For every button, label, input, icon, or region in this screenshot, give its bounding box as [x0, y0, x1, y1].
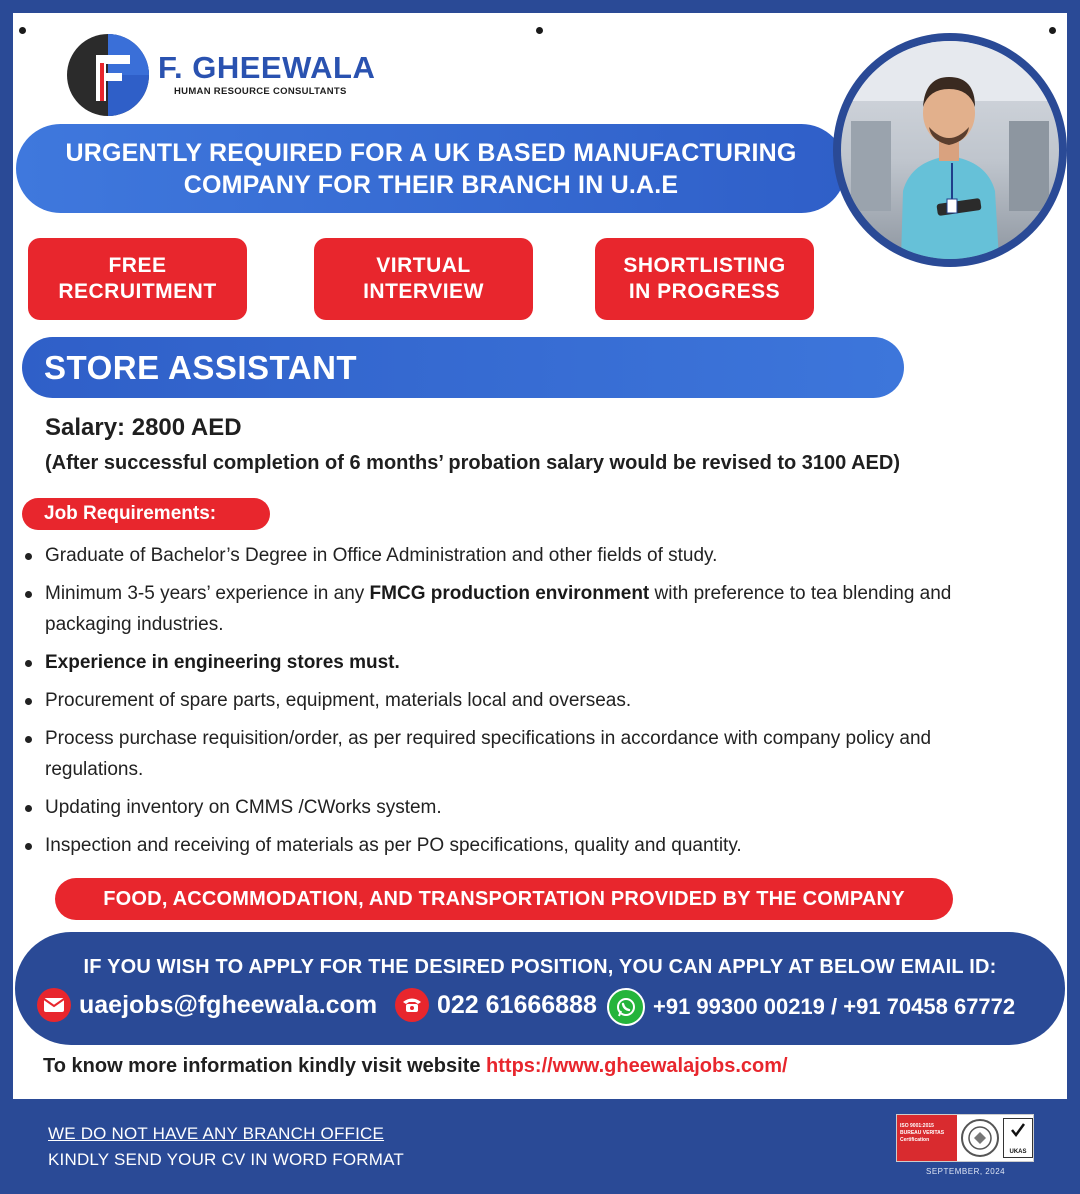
- list-item: Procurement of spare parts, equipment, materials local and overseas.: [22, 685, 1032, 716]
- whatsapp-icon: [607, 988, 645, 1026]
- list-item: Minimum 3-5 years’ experience in any FMCG production environment with preference to tea blending and packaging industries.: [22, 578, 1032, 640]
- bureau-veritas-seal-icon: [960, 1118, 1000, 1158]
- cert-text: ISO 9001:2015 BUREAU VERITAS Certification: [897, 1115, 957, 1161]
- crown-check-icon: [1010, 1121, 1026, 1139]
- ukas-mark: [1003, 1118, 1033, 1158]
- apply-title: IF YOU WISH TO APPLY FOR THE DESIRED POSITION, YOU CAN APPLY AT BELOW EMAIL ID:: [83, 956, 997, 978]
- phone-contact[interactable]: [395, 988, 597, 1022]
- badge-line: RECRUITMENT: [58, 280, 217, 303]
- benefits-banner: FOOD, ACCOMMODATION, AND TRANSPORTATION PROVIDED BY THE COMPANY: [55, 878, 953, 920]
- badge-line: FREE: [108, 254, 167, 277]
- email-contact[interactable]: [37, 988, 377, 1022]
- list-item: Inspection and receiving of materials as per PO specifications, quality and quantity.: [22, 830, 1032, 861]
- headline-banner: [16, 124, 846, 213]
- logo-icon: [66, 33, 150, 117]
- badge-line: SHORTLISTING: [623, 254, 786, 277]
- badge-line: INTERVIEW: [363, 280, 484, 303]
- email-address[interactable]: uaejobs@fgheewala.com: [79, 990, 378, 1019]
- badge-shortlisting: [595, 238, 814, 320]
- certification-icon: [896, 1114, 1034, 1162]
- staff-photo: [833, 33, 1067, 267]
- whatsapp-numbers[interactable]: +91 99300 00219 / +91 70458 67772: [653, 994, 1016, 1019]
- footer-notice-2: KINDLY SEND YOUR CV IN WORD FORMAT: [48, 1150, 404, 1169]
- list-item: Experience in engineering stores must.: [22, 647, 1032, 678]
- brand: [158, 50, 375, 97]
- whatsapp-contact[interactable]: [607, 988, 1015, 1026]
- website-label: To know more information kindly visit website: [43, 1055, 487, 1077]
- brand-tagline: HUMAN RESOURCE CONSULTANTS: [174, 86, 347, 97]
- cert-date: SEPTEMBER, 2024: [926, 1167, 1006, 1176]
- badge-virtual-interview: [314, 238, 533, 320]
- list-item: Graduate of Bachelor’s Degree in Office Administration and other fields of study.: [22, 540, 1032, 571]
- footer-notice-1: WE DO NOT HAVE ANY BRANCH OFFICE: [48, 1124, 385, 1143]
- corner-dot: [536, 27, 543, 34]
- badge-line: IN PROGRESS: [628, 280, 781, 303]
- phone-icon: [395, 988, 429, 1022]
- badge-line: VIRTUAL: [376, 254, 471, 277]
- requirements-list: [22, 540, 1032, 868]
- list-item: Updating inventory on CMMS /CWorks system.: [22, 792, 1032, 823]
- badge-free-recruitment: [28, 238, 247, 320]
- corner-dot: [1049, 27, 1056, 34]
- brand-name: F. GHEEWALA: [158, 50, 376, 85]
- requirements-label: Job Requirements:: [22, 498, 270, 530]
- salary: Salary: 2800 AED: [45, 414, 242, 441]
- phone-number[interactable]: 022 61666888: [437, 990, 597, 1019]
- headline-line-2: COMPANY FOR THEIR BRANCH IN U.A.E: [183, 170, 679, 199]
- corner-dot: [19, 27, 26, 34]
- list-item: Process purchase requisition/order, as per required specifications in accordance with company policy and regulations.: [22, 723, 1032, 785]
- headline-line-1: URGENTLY REQUIRED FOR A UK BASED MANUFACTURING: [65, 138, 797, 167]
- position-banner: [22, 337, 904, 398]
- ukas-label: UKAS: [1009, 1149, 1027, 1155]
- website-link[interactable]: https://www.gheewalajobs.com/: [486, 1055, 788, 1077]
- apply-panel: [15, 932, 1065, 1045]
- email-icon: [37, 988, 71, 1022]
- website-line: [43, 1055, 788, 1078]
- position-title: STORE ASSISTANT: [44, 349, 358, 386]
- salary-note: (After successful completion of 6 months’ probation salary would be revised to 3100 AED): [45, 452, 900, 474]
